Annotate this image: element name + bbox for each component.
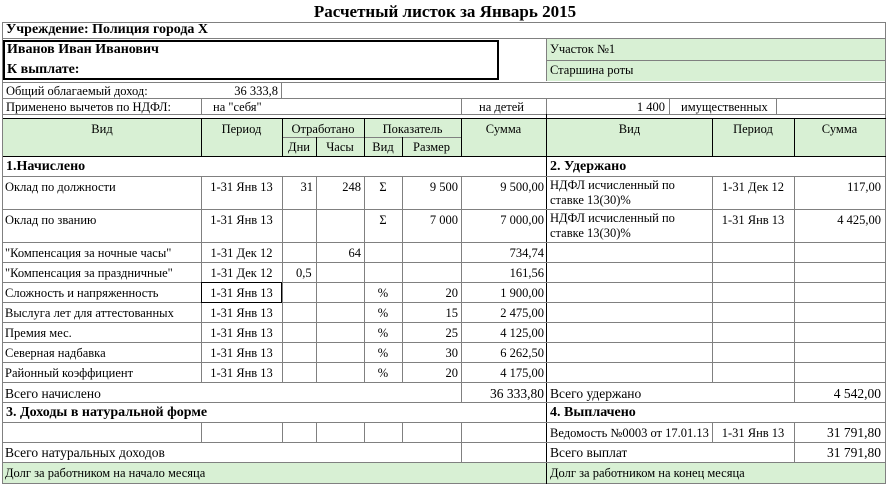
header-vid: Вид xyxy=(91,122,113,136)
total-withheld-value: 4 542,00 xyxy=(833,387,881,401)
rule xyxy=(3,114,886,115)
withholding-sum: 4 425,00 xyxy=(837,213,881,227)
rule xyxy=(712,118,713,156)
accrual-size: 25 xyxy=(445,326,458,340)
rule xyxy=(3,362,886,363)
deductions-label: Применено вычетов по НДФЛ: xyxy=(6,100,171,114)
rule xyxy=(794,176,795,382)
withholding-name: НДФЛ исчисленный по ставке 13(30)% xyxy=(550,178,675,207)
accrual-sum: 1 900,00 xyxy=(500,286,544,300)
rule xyxy=(364,422,365,442)
withholding-period: 1-31 Дек 12 xyxy=(722,180,784,194)
rule xyxy=(546,38,547,81)
rule xyxy=(3,402,886,403)
rule xyxy=(3,302,886,303)
header-days: Дни xyxy=(288,140,310,154)
rule xyxy=(776,98,777,114)
rule xyxy=(281,82,282,98)
accrual-sum: 4 175,00 xyxy=(500,366,544,380)
natural-title: 3. Доходы в натуральной форме xyxy=(6,406,208,420)
header-indicator: Показатель xyxy=(382,122,443,136)
accrual-period: 1-31 Янв 13 xyxy=(210,326,273,340)
accrual-period: 1-31 Дек 12 xyxy=(210,246,273,260)
taxable-income-value: 36 333,8 xyxy=(234,84,278,98)
header-ind-size: Размер xyxy=(413,140,450,154)
rule xyxy=(3,156,886,157)
rule xyxy=(794,118,795,156)
total-paid-value: 31 791,80 xyxy=(827,446,881,460)
payment-sum: 31 791,80 xyxy=(827,426,881,440)
rule xyxy=(3,242,886,243)
accrual-period: 1-31 Янв 13 xyxy=(210,180,273,194)
rule xyxy=(282,422,283,442)
accrual-sum: 161,56 xyxy=(509,266,544,280)
deduction-children-label: на детей xyxy=(479,100,524,114)
accrual-sum: 6 262,50 xyxy=(500,346,544,360)
rule xyxy=(461,382,462,402)
accrual-period: 1-31 Дек 12 xyxy=(210,266,273,280)
header-sum: Сумма xyxy=(485,122,522,136)
payslip-title: Расчетный листок за Январь 2015 xyxy=(313,2,577,21)
accrual-name: "Компенсация за праздничные" xyxy=(5,266,173,280)
accrual-period: 1-31 Янв 13 xyxy=(210,213,273,227)
rule xyxy=(3,462,886,463)
accrual-ind: % xyxy=(377,286,389,300)
accrual-size: 7 000 xyxy=(429,213,458,227)
header-worked: Отработано xyxy=(291,122,355,136)
accrual-period: 1-31 Янв 13 xyxy=(210,286,273,300)
withholding-period: 1-31 Янв 13 xyxy=(721,213,785,227)
rule xyxy=(282,176,283,382)
to-pay-label: К выплате: xyxy=(7,63,80,77)
accrual-sum: 2 475,00 xyxy=(500,306,544,320)
accrued-title: 1.Начислено xyxy=(6,160,86,174)
rule xyxy=(3,176,886,177)
header-r-sum: Сумма xyxy=(821,122,858,136)
accrual-name: Премия мес. xyxy=(5,326,72,340)
payment-period: 1-31 Янв 13 xyxy=(721,426,785,440)
header-period: Период xyxy=(221,122,262,136)
accrual-size: 15 xyxy=(445,306,458,320)
accrual-sum: 7 000,00 xyxy=(500,213,544,227)
rule xyxy=(3,118,886,119)
rule xyxy=(3,322,886,323)
rule xyxy=(546,98,547,114)
accrual-name: Выслуга лет для аттестованных xyxy=(5,306,174,320)
rule xyxy=(461,442,462,462)
rule xyxy=(402,422,403,442)
accrual-size: 9 500 xyxy=(429,180,458,194)
header-hours: Часы xyxy=(326,140,354,154)
accrual-ind: % xyxy=(377,326,389,340)
payment-doc: Ведомость №0003 от 17.01.13 xyxy=(550,426,709,440)
accrual-name: Северная надбавка xyxy=(5,346,106,360)
accrual-size: 20 xyxy=(445,366,458,380)
total-natural-label: Всего натуральных доходов xyxy=(5,446,165,460)
position-name: Старшина роты xyxy=(550,63,634,77)
rule xyxy=(461,98,462,114)
rule xyxy=(3,82,886,83)
rule xyxy=(3,422,886,423)
accrual-ind: % xyxy=(377,346,389,360)
accrual-name: Оклад по званию xyxy=(5,213,97,227)
accrual-ind: Σ xyxy=(379,180,387,194)
debt-end-label: Долг за работником на конец месяца xyxy=(550,466,745,480)
rule xyxy=(201,118,202,156)
withheld-title: 2. Удержано xyxy=(550,160,627,174)
total-withheld-label: Всего удержано xyxy=(550,387,642,401)
rule xyxy=(316,137,317,156)
total-paid-label: Всего выплат xyxy=(550,446,628,460)
employee-name: Иванов Иван Иванович xyxy=(7,43,159,57)
rule xyxy=(461,118,462,156)
accrual-hours: 64 xyxy=(348,246,361,260)
rule xyxy=(461,422,462,442)
rule xyxy=(282,137,461,138)
accrual-name: Оклад по должности xyxy=(5,180,116,194)
rule xyxy=(3,282,886,283)
rule xyxy=(3,382,886,383)
rule xyxy=(712,176,713,382)
rule xyxy=(316,176,317,382)
deduction-children-value: 1 400 xyxy=(636,100,665,114)
rule xyxy=(3,342,886,343)
rule xyxy=(282,118,283,156)
accrual-sum: 734,74 xyxy=(509,246,544,260)
section-name: Участок №1 xyxy=(550,42,616,56)
header-r-period: Период xyxy=(733,122,773,136)
accrual-period: 1-31 Янв 13 xyxy=(210,346,273,360)
rule xyxy=(547,60,886,61)
accrual-ind: % xyxy=(377,306,389,320)
rule xyxy=(201,422,202,442)
accrual-name: "Компенсация за ночные часы" xyxy=(5,246,172,260)
institution: Учреждение: Полиция города X xyxy=(6,23,209,37)
rule xyxy=(402,137,403,156)
rule xyxy=(669,98,670,114)
rule xyxy=(3,98,886,99)
accrual-days: 0,5 xyxy=(296,266,312,280)
accrual-period: 1-31 Янв 13 xyxy=(210,366,273,380)
accrual-ind: % xyxy=(377,366,389,380)
rule xyxy=(546,114,547,484)
rule xyxy=(3,442,886,443)
header-r-vid: Вид xyxy=(618,122,641,136)
accrual-size: 20 xyxy=(445,286,458,300)
rule xyxy=(794,382,795,402)
rule xyxy=(3,209,886,210)
accrual-sum: 9 500,00 xyxy=(500,180,544,194)
rule xyxy=(364,118,365,156)
accrual-hours: 248 xyxy=(342,180,361,194)
deduction-self: на "себя" xyxy=(213,100,262,114)
accrual-name: Сложность и напряженность xyxy=(5,286,159,300)
accrual-sum: 4 125,00 xyxy=(500,326,544,340)
deduction-property: имущественных xyxy=(681,100,768,114)
rule xyxy=(3,262,886,263)
rule xyxy=(3,38,886,39)
accrual-name: Районный коэффициент xyxy=(5,366,134,380)
accrual-period: 1-31 Янв 13 xyxy=(210,306,273,320)
accrual-size: 30 xyxy=(445,346,458,360)
total-accrued-label: Всего начислено xyxy=(5,387,101,401)
rule xyxy=(201,98,202,114)
withholding-sum: 117,00 xyxy=(847,180,881,194)
accrual-ind: Σ xyxy=(379,213,387,227)
total-accrued-value: 36 333,80 xyxy=(490,387,544,401)
header-ind-vid: Вид xyxy=(372,140,394,154)
withholding-name: НДФЛ исчисленный по ставке 13(30)% xyxy=(550,211,675,240)
debt-start-label: Долг за работником на начало месяца xyxy=(5,466,206,480)
accrual-days: 31 xyxy=(300,180,313,194)
paid-title: 4. Выплачено xyxy=(550,406,636,420)
taxable-income-label: Общий облагаемый доход: xyxy=(6,84,148,98)
rule xyxy=(316,422,317,442)
